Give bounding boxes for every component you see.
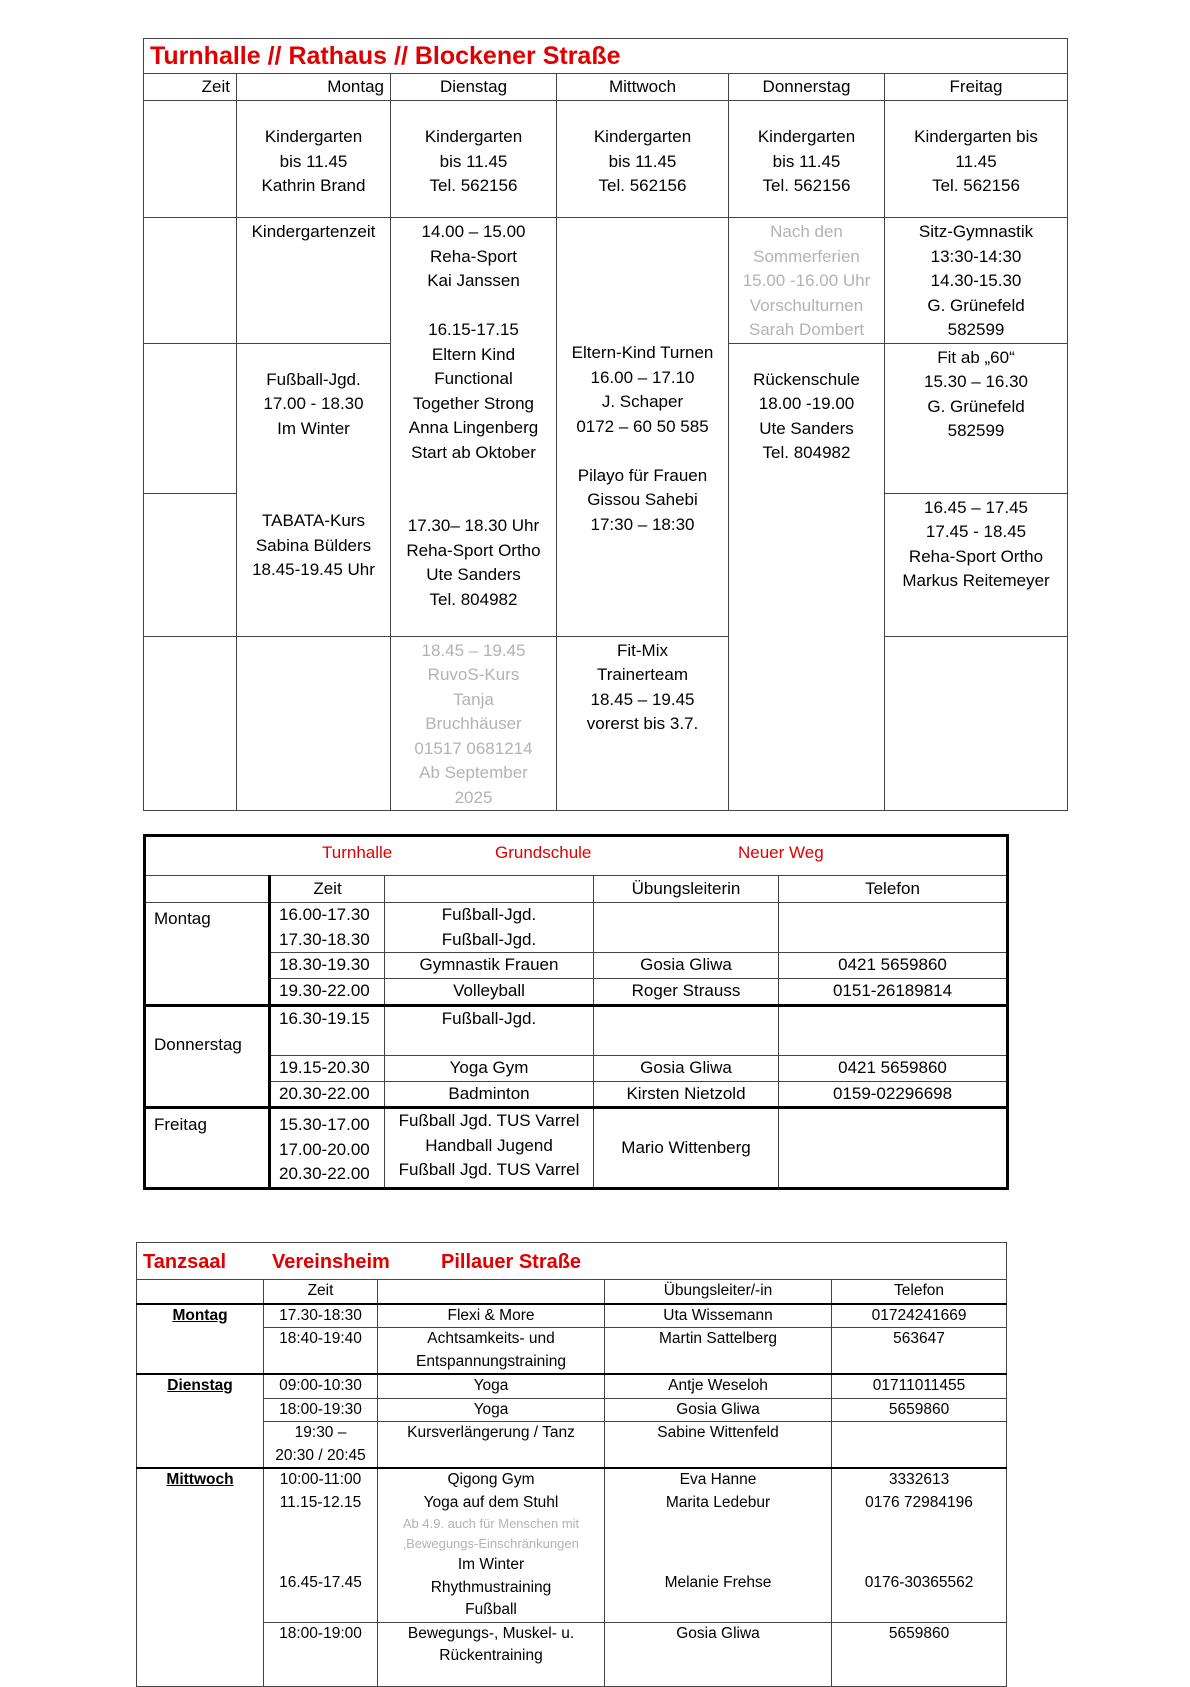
leiter-cell: Gosia Gliwa — [594, 1055, 779, 1081]
header-zeit: Zeit — [264, 1280, 378, 1304]
telefon-cell — [779, 1005, 1008, 1055]
leiter-cell: Antje Weseloh — [605, 1374, 832, 1398]
header-montag: Montag — [237, 74, 391, 101]
day-montag: Montag — [145, 903, 270, 1006]
telefon-cell — [779, 903, 1008, 953]
header-telefon: Telefon — [779, 876, 1008, 903]
zeit-vormittag: 10:00-11:00 11.15-12.15 — [279, 1471, 362, 1511]
cell-dienstag-ruvos: 18.45 – 19.45 RuvoS-Kurs Tanja Bruchhäuser 01517 0681214 Ab September 2025 — [391, 636, 557, 811]
kurs-cell: Flexi & More — [378, 1304, 605, 1328]
header-uebungsleiterin: Übungsleiterin — [594, 876, 779, 903]
day-freitag: Freitag — [145, 1108, 270, 1189]
leiter-cell — [594, 1005, 779, 1055]
telefon-cell: 563647 — [832, 1328, 1007, 1375]
cell-montag-abend — [237, 343, 391, 636]
zeit-cell — [144, 343, 237, 493]
telefon-cell: 5659860 — [832, 1398, 1007, 1422]
zeit-cell — [144, 493, 237, 636]
telefon-nachmittag: 0176-30365562 — [864, 1574, 974, 1591]
schedule-rathaus-table — [143, 38, 1068, 811]
day-col-header — [137, 1280, 264, 1304]
cell-mittwoch-fitmix: Fit-Mix Trainerteam 18.45 – 19.45 vorerst bis 3.7. — [557, 636, 729, 811]
cell-montag-leer — [237, 636, 391, 811]
header-telefon: Telefon — [832, 1280, 1007, 1304]
kurs-cell: Volleyball — [385, 979, 594, 1006]
leiter-vormittag: Eva Hanne Marita Ledebur — [665, 1471, 771, 1511]
telefon-cell: 0159-02296698 — [779, 1081, 1008, 1108]
table-title — [137, 1243, 1007, 1280]
kurs-cell: Badminton — [385, 1081, 594, 1108]
cell-donnerstag-kindergarten: Kindergarten bis 11.45 Tel. 562156 — [729, 101, 885, 218]
kurs-cell: Fußball-Jgd. — [385, 1005, 594, 1055]
zeit-cell: 18.30-19.30 — [270, 953, 385, 979]
title-pillauer-strasse: Pillauer Straße — [441, 1251, 582, 1273]
zeit-cell: 19:30 – 20:30 / 20:45 — [264, 1422, 378, 1469]
cell-freitag-rehasport: 16.45 – 17.45 17.45 - 18.45 Reha-Sport Ortho Markus Reitemeyer — [885, 493, 1068, 636]
day-mittwoch: Mittwoch — [137, 1468, 264, 1686]
kurs-cell: Yoga Gym — [385, 1055, 594, 1081]
leiter-cell: Roger Strauss — [594, 979, 779, 1006]
cell-freitag-fit60: Fit ab „60“ 15.30 – 16.30 G. Grünefeld 582599 — [885, 343, 1068, 493]
telefon-cell — [832, 1422, 1007, 1469]
cell-donnerstag-rueckenschule: Rückenschule 18.00 -19.00 Ute Sanders Tel. 804982 — [729, 343, 885, 811]
title-turnhalle: Turnhalle — [322, 843, 393, 862]
cell-mittwoch-kindergarten: Kindergarten bis 11.45 Tel. 562156 — [557, 101, 729, 218]
telefon-vormittag: 3332613 0176 72984196 — [865, 1471, 973, 1511]
day-donnerstag — [145, 1005, 270, 1108]
zeit-cell: 19.30-22.00 — [270, 979, 385, 1006]
header-zeit: Zeit — [270, 876, 385, 903]
kurs-cell: Fußball-Jgd. Fußball-Jgd. — [385, 903, 594, 953]
title-neuer-weg: Neuer Weg — [738, 843, 824, 862]
leiter-cell: Gosia Gliwa — [605, 1622, 832, 1686]
cell-freitag-leer — [885, 636, 1068, 811]
day-donnerstag-label: Donnerstag — [154, 1034, 242, 1054]
header-freitag: Freitag — [885, 74, 1068, 101]
table-title — [145, 836, 1008, 876]
header-kurs — [385, 876, 594, 903]
cell-freitag-sitzgymnastik: Sitz-Gymnastik 13:30-14:30 14.30-15.30 G. Grünefeld 582599 — [885, 218, 1068, 344]
leiter-cell: Mario Wittenberg — [594, 1108, 779, 1189]
zeit-cell: 17.30-18:30 — [264, 1304, 378, 1328]
header-dienstag: Dienstag — [391, 74, 557, 101]
zeit-nachmittag: 16.45-17.45 — [279, 1574, 362, 1591]
zeit-cell: 18:00-19:30 — [264, 1398, 378, 1422]
header-mittwoch: Mittwoch — [557, 74, 729, 101]
day-montag: Montag — [137, 1304, 264, 1375]
kurs-cell: Achtsamkeits- und Entspannungstraining — [378, 1328, 605, 1375]
mittwoch-kurse-text: Eltern-Kind Turnen 16.00 – 17.10 J. Schaper 0172 – 60 50 585 Pilayo für Frauen Gissou Sahebi 17:30 – 18:30 — [571, 343, 714, 534]
title-tanzsaal: Tanzsaal — [143, 1251, 226, 1273]
zeit-cell — [144, 636, 237, 811]
leiter-cell: Gosia Gliwa — [594, 953, 779, 979]
leiter-cell — [605, 1468, 832, 1622]
cell-mittwoch-kurse — [557, 218, 729, 637]
kurs-cell: Yoga — [378, 1374, 605, 1398]
kurs-cell: Yoga — [378, 1398, 605, 1422]
cell-dienstag-kurse: 14.00 – 15.00 Reha-Sport Kai Janssen 16.15-17.15 Eltern Kind Functional Together Strong Anna Lingenberg Start ab Oktober 17.30– 18.30 Uhr Reha-Sport Ortho Ute Sanders Tel. 804982 — [391, 218, 557, 637]
cell-montag-kindergarten: Kindergarten bis 11.45 Kathrin Brand — [237, 101, 391, 218]
zeit-cell: 18:00-19:00 — [264, 1622, 378, 1686]
kurs-hinweis: Ab 4.9. auch für Menschen mit ‚Bewegungs-Einschränkungen — [402, 1516, 580, 1551]
leiter-cell: Sabine Wittenfeld — [605, 1422, 832, 1469]
zeit-cell: 16.00-17.30 17.30-18.30 — [270, 903, 385, 953]
cell-dienstag-kindergarten: Kindergarten bis 11.45 Tel. 562156 — [391, 101, 557, 218]
title-grundschule: Grundschule — [495, 843, 592, 862]
kurs-nachmittag: Im Winter Rhythmustraining Fußball — [430, 1556, 552, 1618]
telefon-cell: 0151-26189814 — [779, 979, 1008, 1006]
leiter-nachmittag: Melanie Frehse — [664, 1574, 772, 1591]
cell-montag-kindergartenzeit: Kindergartenzeit — [237, 218, 391, 344]
telefon-cell: 0421 5659860 — [779, 953, 1008, 979]
leiter-cell — [594, 903, 779, 953]
zeit-cell: 09:00-10:30 — [264, 1374, 378, 1398]
kurs-cell — [378, 1468, 605, 1622]
leiter-cell: Gosia Gliwa — [605, 1398, 832, 1422]
header-kurs — [378, 1280, 605, 1304]
day-dienstag: Dienstag — [137, 1374, 264, 1468]
zeit-cell: 16.30-19.15 — [270, 1005, 385, 1055]
telefon-cell — [779, 1108, 1008, 1189]
telefon-cell: 5659860 — [832, 1622, 1007, 1686]
kurs-cell: Gymnastik Frauen — [385, 953, 594, 979]
zeit-cell — [264, 1468, 378, 1622]
leiter-cell: Uta Wissemann — [605, 1304, 832, 1328]
day-col-header — [145, 876, 270, 903]
telefon-cell: 01724241669 — [832, 1304, 1007, 1328]
zeit-cell: 19.15-20.30 — [270, 1055, 385, 1081]
kurs-cell: Bewegungs-, Muskel- u. Rückentraining — [378, 1622, 605, 1686]
zeit-cell — [144, 218, 237, 344]
zeit-cell — [144, 101, 237, 218]
cell-freitag-kindergarten: Kindergarten bis 11.45 Tel. 562156 — [885, 101, 1068, 218]
zeit-cell: 18:40-19:40 — [264, 1328, 378, 1375]
kurs-cell: Fußball Jgd. TUS Varrel Handball Jugend Fußball Jgd. TUS Varrel — [385, 1108, 594, 1189]
cell-donnerstag-vorschulturnen: Nach den Sommerferien 15.00 -16.00 Uhr Vorschulturnen Sarah Dombert — [729, 218, 885, 344]
telefon-cell — [832, 1468, 1007, 1622]
telefon-cell: 0421 5659860 — [779, 1055, 1008, 1081]
schedule-tanzsaal-table — [136, 1242, 1007, 1687]
leiter-cell: Martin Sattelberg — [605, 1328, 832, 1375]
schedule-grundschule-table — [143, 834, 1009, 1190]
leiter-cell: Kirsten Nietzold — [594, 1081, 779, 1108]
title-vereinsheim: Vereinsheim — [272, 1251, 390, 1273]
montag-fussball: Fußball-Jgd. 17.00 - 18.30 Im Winter — [263, 369, 364, 438]
header-uebungsleiter: Übungsleiter/-in — [605, 1280, 832, 1304]
zeit-cell: 20.30-22.00 — [270, 1081, 385, 1108]
zeit-cell: 15.30-17.00 17.00-20.00 20.30-22.00 — [270, 1108, 385, 1189]
kurs-cell: Kursverlängerung / Tanz — [378, 1422, 605, 1469]
montag-tabata: TABATA-Kurs Sabina Bülders 18.45-19.45 Uhr — [252, 511, 375, 579]
telefon-cell: 01711011455 — [832, 1374, 1007, 1398]
table-title: Turnhalle // Rathaus // Blockener Straße — [144, 39, 1068, 74]
header-donnerstag: Donnerstag — [729, 74, 885, 101]
header-zeit: Zeit — [144, 74, 237, 101]
kurs-vormittag: Qigong Gym Yoga auf dem Stuhl — [423, 1471, 559, 1511]
